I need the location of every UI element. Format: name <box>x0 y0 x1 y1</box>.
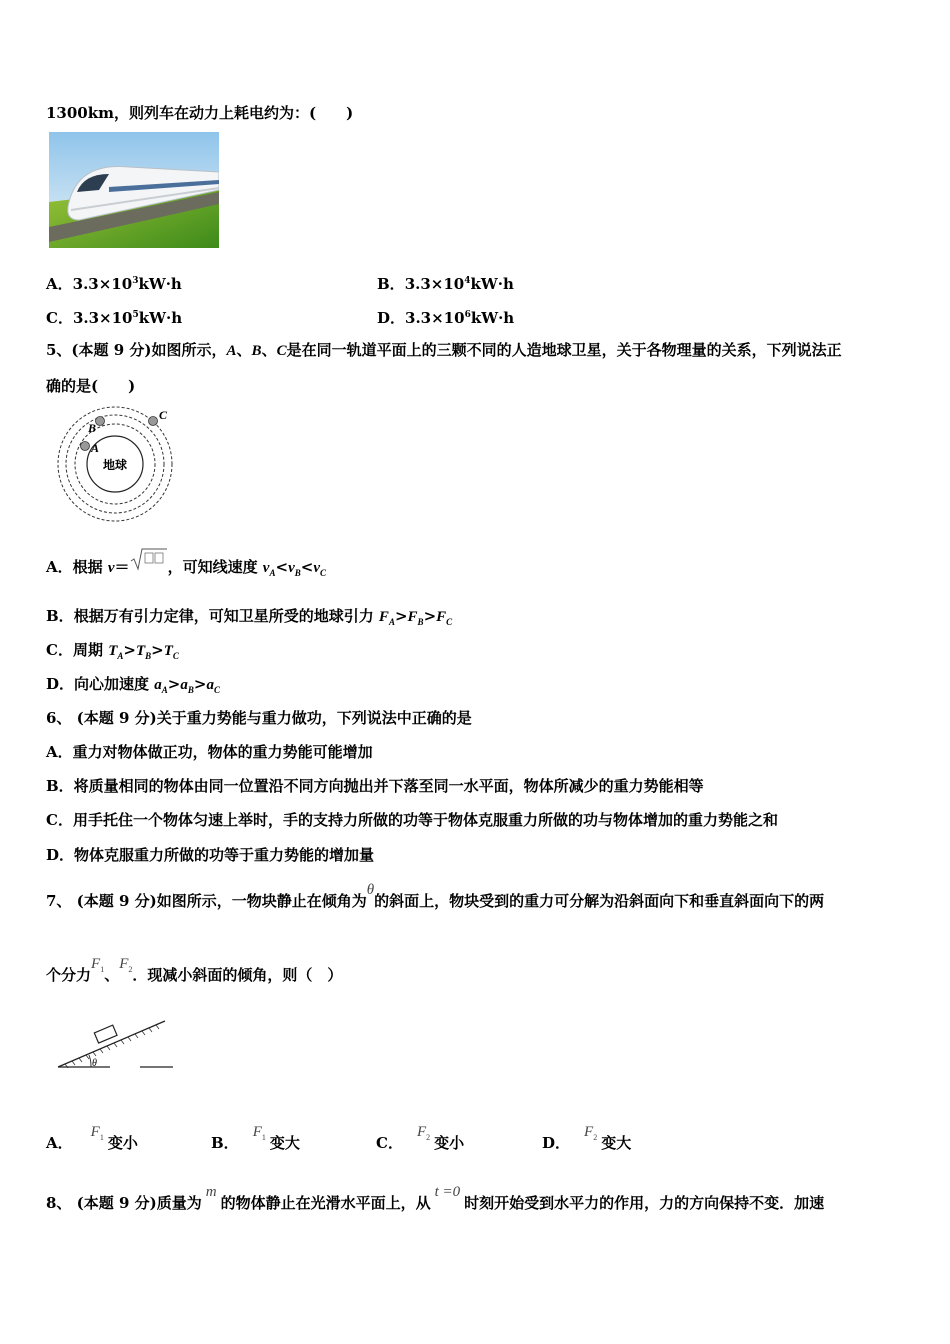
question-7-stem-line2: 个分力$F_1$、$F_2$．现减小斜面的倾角，则（ ） <box>46 956 343 984</box>
q4-option-a[interactable]: A．$3.3\times 10^3kW\cdot h$ <box>46 275 182 293</box>
question-8-stem: 8、 (本题 9 分)质量为m的物体静止在光滑水平面上，从t =0时刻开始受到水平力的作用，力的方向保持不变．加速 <box>46 1184 825 1212</box>
earth-label: 地球 <box>102 458 128 472</box>
q5-option-a[interactable]: A．根据 v＝ ，可知线速度 $v_A<v_B<v_C$ <box>46 557 326 583</box>
q7-option-c[interactable]: C．$F_2$ 变小 <box>376 1124 465 1152</box>
incline-theta-label: θ <box>92 1058 97 1069</box>
q4-option-c[interactable]: C．$3.3\times 10^5kW\cdot h$ <box>46 309 183 327</box>
time-zero-symbol: t =0 <box>434 1184 461 1200</box>
q7-option-a[interactable]: A．$F_1$ 变小 <box>46 1124 138 1152</box>
q6-option-b[interactable]: B．将质量相同的物体由同一位置沿不同方向抛出并下落至同一水平面，物体所减少的重力势能相等 <box>46 777 704 795</box>
q7-option-d[interactable]: D．$F_2$ 变大 <box>542 1124 632 1152</box>
sqrt-formula-icon <box>130 547 168 571</box>
q6-option-c[interactable]: C．用手托住一个物体匀速上举时，手的支持力所做的功等于物体克服重力所做的功与物体增加的重力势能之和 <box>46 811 778 829</box>
question-7-stem-line1: 7、 (本题 9 分)如图所示，一物块静止在倾角为θ的斜面上，物块受到的重力可分解为沿斜面向下和垂直斜面向下的两 <box>46 882 825 910</box>
theta-symbol: θ <box>366 882 375 898</box>
question-5-stem-line1: 5、(本题 9 分)如图所示，A、B、C是在同一轨道平面上的三颗不同的人造地球卫星，关于各物理量的关系，下列说法正 <box>46 341 842 359</box>
q6-option-d[interactable]: D．物体克服重力所做的功等于重力势能的增加量 <box>46 846 375 864</box>
q5-option-d[interactable]: D．向心加速度 $a_A>a_B>a_C$ <box>46 675 220 695</box>
q5-option-c[interactable]: C．周期 $T_A>T_B>T_C$ <box>46 641 179 661</box>
q7-option-b[interactable]: B．$F_1$ 变大 <box>211 1124 300 1152</box>
q6-option-a[interactable]: A．重力对物体做正功，物体的重力势能可能增加 <box>46 743 373 761</box>
question-6-stem: 6、 (本题 9 分)关于重力势能与重力做功，下列说法中正确的是 <box>46 709 472 727</box>
q4-option-d[interactable]: D．$3.3\times 10^6kW\cdot h$ <box>377 309 515 327</box>
question-5-stem-line2: 确的是( ) <box>46 377 136 395</box>
satellite-c-label: C <box>159 408 168 422</box>
mass-symbol: m <box>205 1184 217 1200</box>
train-image <box>49 132 219 248</box>
orbit-diagram <box>55 402 180 524</box>
q4-option-b[interactable]: B．$3.3\times 10^4kW\cdot h$ <box>377 275 514 293</box>
satellite-a-label: A <box>91 441 100 455</box>
question-4-tail: 1300km，则列车在动力上耗电约为：( ) <box>46 104 354 122</box>
q5-option-b[interactable]: B．根据万有引力定律，可知卫星所受的地球引力 $F_A>F_B>F_C$ <box>46 607 453 627</box>
satellite-b-label: B <box>88 421 97 435</box>
incline-diagram <box>55 1016 180 1072</box>
